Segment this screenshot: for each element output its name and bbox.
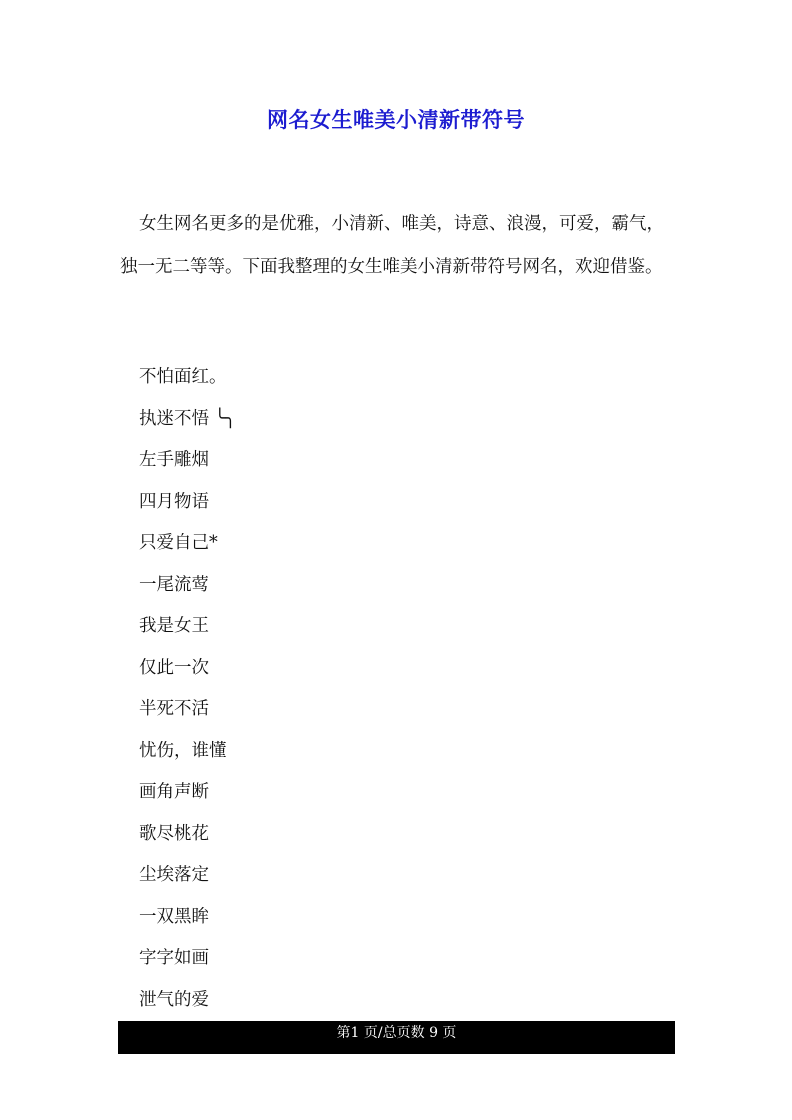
list-item: 忧伤，谁懂	[139, 740, 227, 761]
list-item: 执迷不悟 ╰╮	[139, 408, 236, 429]
list-item: 只爱自己*	[139, 533, 218, 553]
list-item: 四月物语	[139, 491, 209, 512]
list-item: 左手雕烟	[139, 450, 209, 470]
list-item: 画角声断	[139, 782, 209, 802]
list-item: 我是女王	[139, 616, 209, 636]
list-item: 泄气的爱	[139, 989, 209, 1010]
list-item: 不怕面红。	[139, 367, 227, 387]
list-item: 仅此一次	[139, 657, 209, 678]
page-number: 第1 页/总页数 9 页	[336, 1025, 457, 1041]
list-item: 歌尽桃花	[139, 823, 209, 844]
list-item: 字字如画	[139, 948, 209, 968]
list-item: 一尾流莺	[139, 574, 209, 595]
intro-paragraph: 女生网名更多的是优雅，小清新、唯美，诗意、浪漫，可爱，霸气，独一无二等等。下面我整理的女生唯美小清新带符号网名，欢迎借鉴。	[120, 214, 664, 277]
list-item: 尘埃落定	[139, 865, 209, 885]
document-title: 网名女生唯美小清新带符号	[267, 108, 525, 132]
list-item: 半死不活	[139, 699, 209, 719]
list-item: 一双黑眸	[139, 906, 209, 927]
page-footer	[118, 1021, 675, 1054]
nickname-list	[139, 358, 236, 1022]
